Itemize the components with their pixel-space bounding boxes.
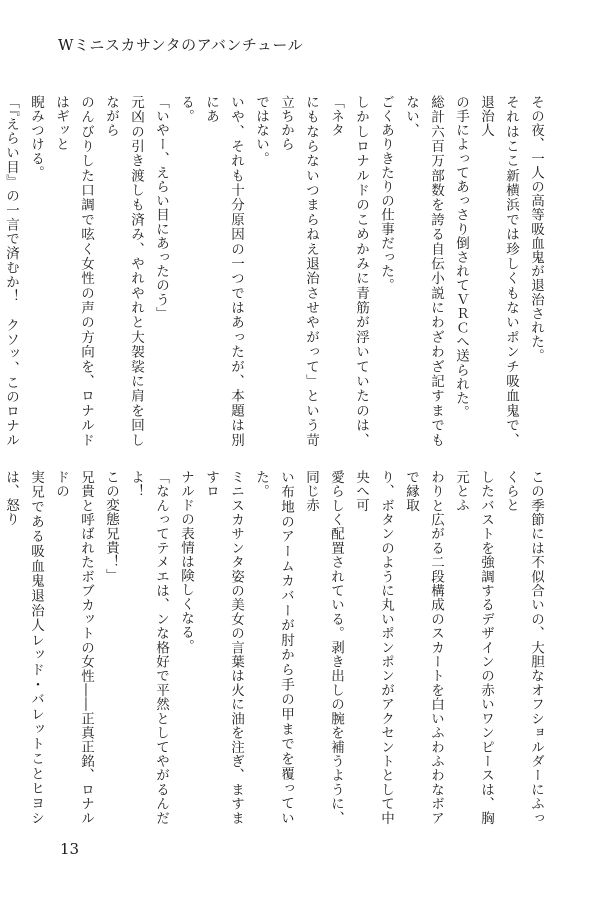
text-line: にもならないつまらねえ退治させやがって」という苛立ちから	[278, 95, 319, 447]
text-line: ミニスカサンタ姿の美女の言葉は火に油を注ぎ、ますますロ	[203, 470, 244, 825]
text-line: 愛らしく配置されている。剥き出しの腕を補うように、同じ赤	[303, 470, 344, 825]
text-line: る。	[178, 95, 194, 124]
page-number: 13	[60, 840, 80, 858]
text-line: この変態兄貴！」	[103, 470, 119, 583]
text-line: 「なんってテメエは、ンな格好で平然としてやがるんだよ！	[128, 470, 169, 825]
text-line: ごくありきたりの仕事だった。	[378, 95, 394, 293]
text-line: の手によってあっさり倒されてＶＲＣへ送られた。	[453, 95, 469, 420]
text-line: 「いやー、えらい目にあったのう」	[153, 95, 169, 321]
text-line: わりと広がる二段構成のスカートを白いふわふわなボアで縁取	[403, 470, 444, 825]
text-line: 総計六百万部数を誇る自伝小説にわざわざ記すまでもない、	[403, 95, 444, 447]
text-line: 兄貴と呼ばれたボブカットの女性――正真正銘、ロナルドの	[53, 470, 94, 825]
text-column-bottom	[3, 470, 548, 825]
text-column-top	[3, 95, 548, 447]
text-line: のんびりした口調で呟く女性の声の方向を、ロナルドはギッと	[53, 95, 94, 447]
text-line: 元凶の引き渡しも済み、やれやれと大袈裟に肩を回しながら	[103, 95, 144, 447]
text-line: ではない。	[253, 95, 269, 166]
text-line: り、ボタンのように丸いポンポンがアクセントとして中央へ可	[353, 470, 394, 825]
text-line: したバストを強調するデザインの赤いワンピースは、胸元とふ	[453, 470, 494, 825]
text-line: 「『えらい目』の一言で済むか！ クソッ、このロナル	[3, 95, 19, 447]
text-line: い布地のアームカバーが肘から手の甲までを覆っていた。	[253, 470, 294, 825]
text-line: 実兄である吸血鬼退治人レッド・バレットことヒヨシは、怒り	[3, 470, 44, 825]
text-line: それはここ新横浜では珍しくもないポンチ吸血鬼で、退治人	[478, 95, 519, 447]
running-header: Wミニスカサンタのアバンチュール	[58, 36, 304, 54]
text-line: この季節には不似合いの、大胆なオフショルダーにふっくらと	[503, 470, 544, 825]
text-line: ナルドの表情は険しくなる。	[178, 470, 194, 654]
text-line: いや、それも十分原因の一つではあったが、本題は別にあ	[203, 95, 244, 447]
text-line: 睨みつける。	[28, 95, 44, 180]
text-line: しかしロナルドのこめかみに青筋が浮いていたのは、「ネタ	[328, 95, 369, 447]
text-line: その夜、一人の高等吸血鬼が退治された。	[528, 95, 544, 363]
